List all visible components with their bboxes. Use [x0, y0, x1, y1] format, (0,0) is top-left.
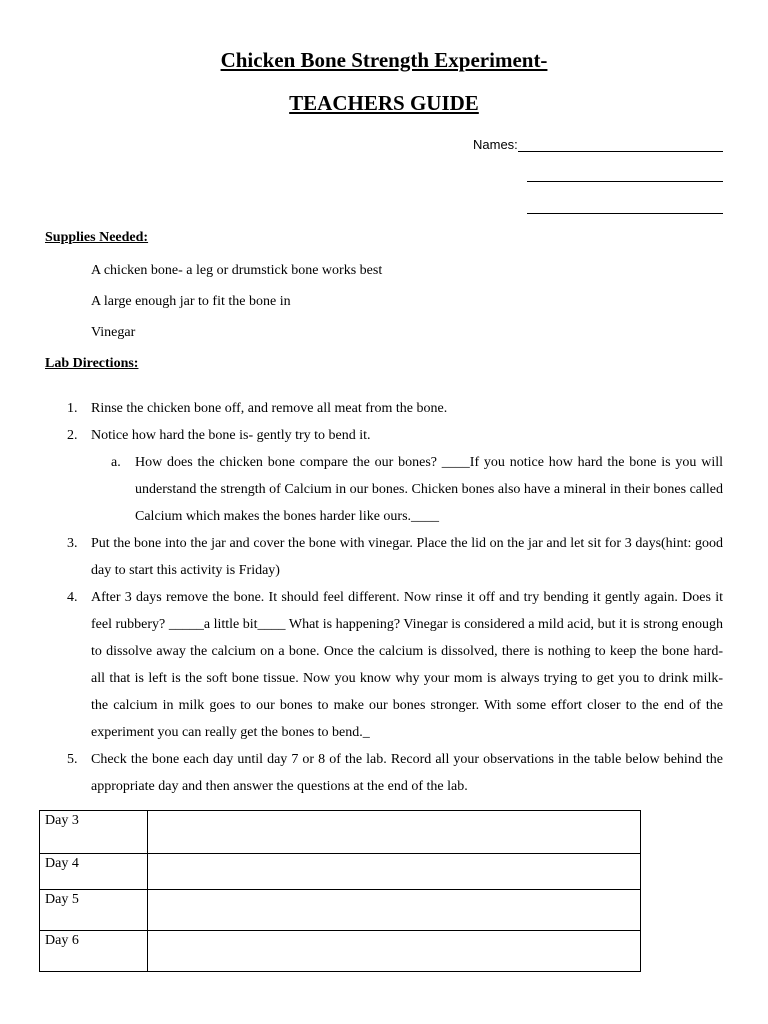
- direction-step: [45, 395, 723, 422]
- direction-substep: [45, 449, 723, 530]
- lab-directions-heading: Lab Directions:: [45, 356, 139, 371]
- step-text: Rinse the chicken bone off, and remove all meat from the bone.: [91, 401, 448, 416]
- direction-step: [45, 422, 723, 449]
- step-number: 2.: [67, 428, 78, 443]
- table-row: [40, 890, 641, 931]
- substep-letter: a.: [111, 455, 121, 470]
- day-label: Day 3: [40, 811, 148, 854]
- supply-item: A large enough jar to fit the bone in: [91, 294, 291, 309]
- lab-directions-list: [45, 395, 723, 800]
- observation-cell[interactable]: [148, 931, 641, 972]
- table-row: [40, 931, 641, 972]
- step-text: Notice how hard the bone is- gently try to bend it.: [91, 428, 371, 443]
- day-label: Day 5: [40, 890, 148, 931]
- observation-cell[interactable]: [148, 811, 641, 854]
- step-text: After 3 days remove the bone. It should feel different. Now rinse it off and try bending it gently again. Does it feel rubbery? _____a little bit____ What is happening? Vinegar is considered a mild acid, but it is strong enough to dissolve away the calcium on a bone. Once the calcium is dissolved, there is nothing to keep the bone hard- all that is left is the soft bone tissue. Now you know why your mom is always trying to get you to drink milk- the calcium in milk goes to our bones to make our bones stronger. With some effort closer to the end of the experiment you can really get the bones to bend._: [91, 590, 723, 740]
- step-number: 3.: [67, 536, 78, 551]
- names-blank-line-2: [527, 181, 723, 182]
- step-number: 1.: [67, 401, 78, 416]
- observation-cell[interactable]: [148, 890, 641, 931]
- names-blank-line-3: [527, 213, 723, 214]
- names-field: [473, 134, 723, 152]
- table-row: [40, 811, 641, 854]
- table-row: [40, 854, 641, 890]
- names-blank-line-1: [518, 137, 723, 152]
- step-text: Check the bone each day until day 7 or 8 of the lab. Record all your observations in the table below behind the appropriate day and then answer the questions at the end of the lab.: [91, 752, 723, 794]
- names-label: Names:: [473, 137, 518, 152]
- direction-step: [45, 584, 723, 746]
- direction-step: [45, 530, 723, 584]
- direction-step: [45, 746, 723, 800]
- observation-cell[interactable]: [148, 854, 641, 890]
- document-title: Chicken Bone Strength Experiment-: [220, 48, 548, 72]
- supplies-heading: Supplies Needed:: [45, 230, 149, 245]
- supply-item: A chicken bone- a leg or drumstick bone works best: [91, 263, 383, 278]
- day-label: Day 6: [40, 931, 148, 972]
- document-subtitle: TEACHERS GUIDE: [289, 91, 479, 115]
- substep-text: How does the chicken bone compare the our bones? ____If you notice how hard the bone is you will understand the strength of Calcium in our bones. Chicken bones also have a mineral in their bones called Calcium which makes the bones harder like ours.____: [135, 455, 723, 524]
- step-number: 5.: [67, 752, 78, 767]
- day-label: Day 4: [40, 854, 148, 890]
- step-text: Put the bone into the jar and cover the bone with vinegar. Place the lid on the jar and let sit for 3 days(hint: good day to start this activity is Friday): [91, 536, 723, 578]
- observation-table: [39, 810, 641, 972]
- supply-item: Vinegar: [91, 325, 136, 340]
- step-number: 4.: [67, 590, 78, 605]
